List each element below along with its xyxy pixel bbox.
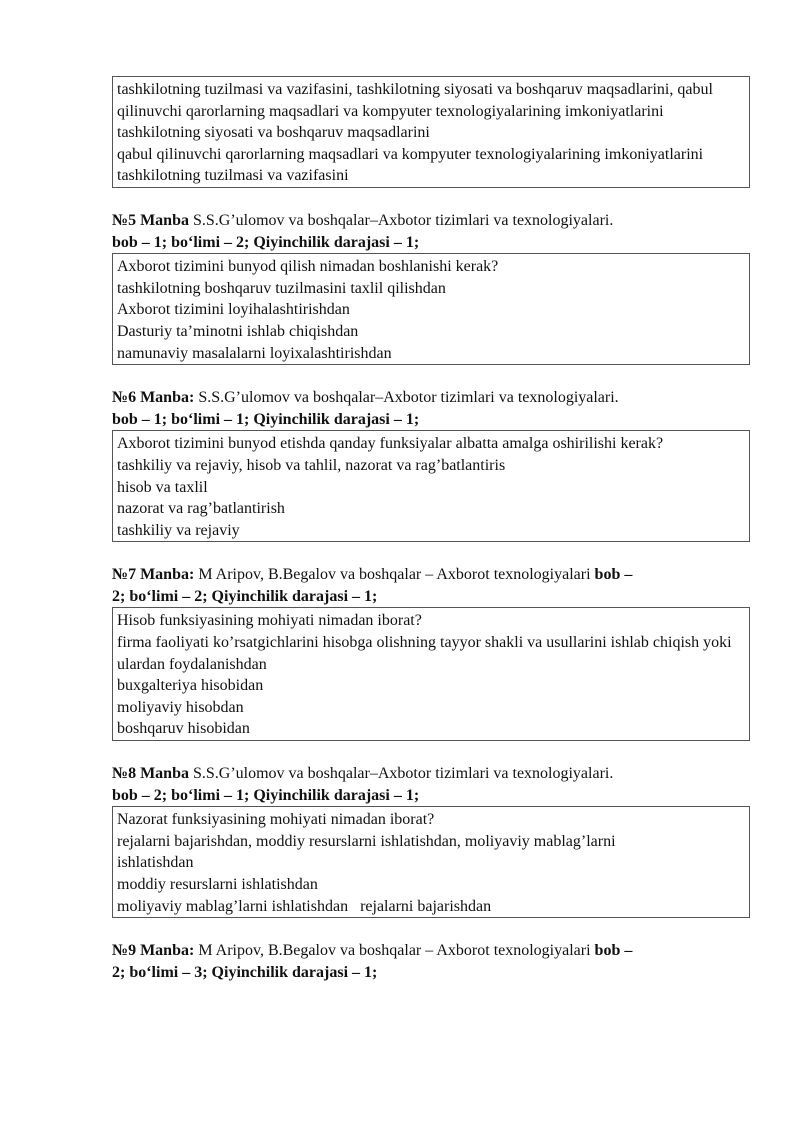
answer-line: nazorat va rag’batlantirish	[117, 500, 285, 518]
question-text: Hisob funksiyasining mohiyati nimadan iborat?	[117, 612, 422, 630]
answer-line: hisob va taxlil	[117, 478, 208, 496]
question-meta: bob –	[594, 942, 633, 960]
answer-line: tashkilotning siyosati va boshqaruv maqsadlarini	[117, 124, 430, 142]
question-meta: bob – 1; bo‘limi – 1; Qiyinchilik darajasi – 1;	[112, 410, 420, 428]
question-number: №9 Manba:	[112, 942, 195, 960]
question-number: №5 Manba	[112, 211, 189, 229]
question-header	[112, 763, 750, 806]
question-header	[112, 210, 750, 253]
question-box	[112, 607, 750, 741]
answer-line: tashkilotning tuzilmasi va vazifasini, tashkilotning siyosati va boshqaruv maqsadlarini, qabul qilinuvchi qarorlarning maqsadlari va kompyuter texnologiyalarining imkoniyatlarini	[117, 81, 713, 120]
answer-line: moliyaviy hisobdan	[117, 698, 244, 716]
answer-box	[112, 76, 750, 188]
answer-line: buxgalteriya hisobidan	[117, 677, 264, 695]
answer-line: tashkiliy va rejaviy, hisob va tahlil, nazorat va rag’batlantiris	[117, 456, 506, 474]
answer-line: Dasturiy ta’minotni ishlab chiqishdan	[117, 322, 359, 340]
question-meta: 2; bo‘limi – 2; Qiyinchilik darajasi – 1;	[112, 587, 378, 605]
question-box	[112, 430, 750, 542]
source-text: S.S.G’ulomov va boshqalar–Axbotor tizimlari va texnologiyalari.	[188, 211, 614, 229]
source-text: M Aripov, B.Begalov va boshqalar – Axborot texnologiyalari	[194, 942, 595, 960]
answer-line: moliyaviy mablag’larni ishlatishdan rejalarni bajarishdan	[117, 897, 492, 915]
question-header	[112, 387, 750, 430]
question-meta: bob –	[594, 566, 633, 584]
question-text: Axborot tizimini bunyod etishda qanday funksiyalar albatta amalga oshirilishi kerak?	[117, 435, 664, 453]
question-header	[112, 564, 750, 607]
question-header	[112, 940, 750, 983]
answer-line: tashkilotning tuzilmasi va vazifasini	[117, 167, 349, 185]
question-meta: bob – 1; bo‘limi – 2; Qiyinchilik darajasi – 1;	[112, 233, 420, 251]
answer-line: namunaviy masalalarni loyixalashtirishdan	[117, 344, 392, 362]
question-number: №8 Manba	[112, 765, 189, 783]
question-meta: 2; bo‘limi – 3; Qiyinchilik darajasi – 1;	[112, 963, 378, 981]
question-text: Nazorat funksiyasining mohiyati nimadan iborat?	[117, 811, 435, 829]
answer-line: firma faoliyati ko’rsatgichlarini hisobga olishning tayyor shakli va usullarini ishlab chiqish yoki ulardan foydalanishdan	[117, 634, 732, 673]
answer-line: boshqaruv hisobidan	[117, 720, 250, 738]
answer-line: rejalarni bajarishdan, moddiy resurslarni ishlatishdan, moliyaviy mablag’larni ishlatishdan	[117, 832, 616, 872]
source-text: S.S.G’ulomov va boshqalar–Axbotor tizimlari va texnologiyalari.	[188, 765, 614, 783]
question-meta: bob – 2; bo‘limi – 1; Qiyinchilik darajasi – 1;	[112, 786, 420, 804]
answer-line: Axborot tizimini loyihalashtirishdan	[117, 301, 350, 319]
answer-line: tashkilotning boshqaruv tuzilmasini taxlil qilishdan	[117, 279, 446, 297]
source-text: M Aripov, B.Begalov va boshqalar – Axborot texnologiyalari	[194, 566, 595, 584]
answer-line: qabul qilinuvchi qarorlarning maqsadlari va kompyuter texnologiyalarining imkoniyatlarini	[117, 145, 704, 163]
question-number: №7 Manba:	[112, 566, 195, 584]
question-box	[112, 806, 750, 918]
source-text: S.S.G’ulomov va boshqalar–Axbotor tizimlari va texnologiyalari.	[194, 389, 619, 407]
question-box	[112, 253, 750, 365]
answer-line: tashkiliy va rejaviy	[117, 521, 240, 539]
answer-line: moddiy resurslarni ishlatishdan	[117, 876, 318, 893]
document-page	[112, 76, 750, 983]
question-number: №6 Manba:	[112, 389, 195, 407]
question-text: Axborot tizimini bunyod qilish nimadan boshlanishi kerak?	[117, 258, 499, 276]
